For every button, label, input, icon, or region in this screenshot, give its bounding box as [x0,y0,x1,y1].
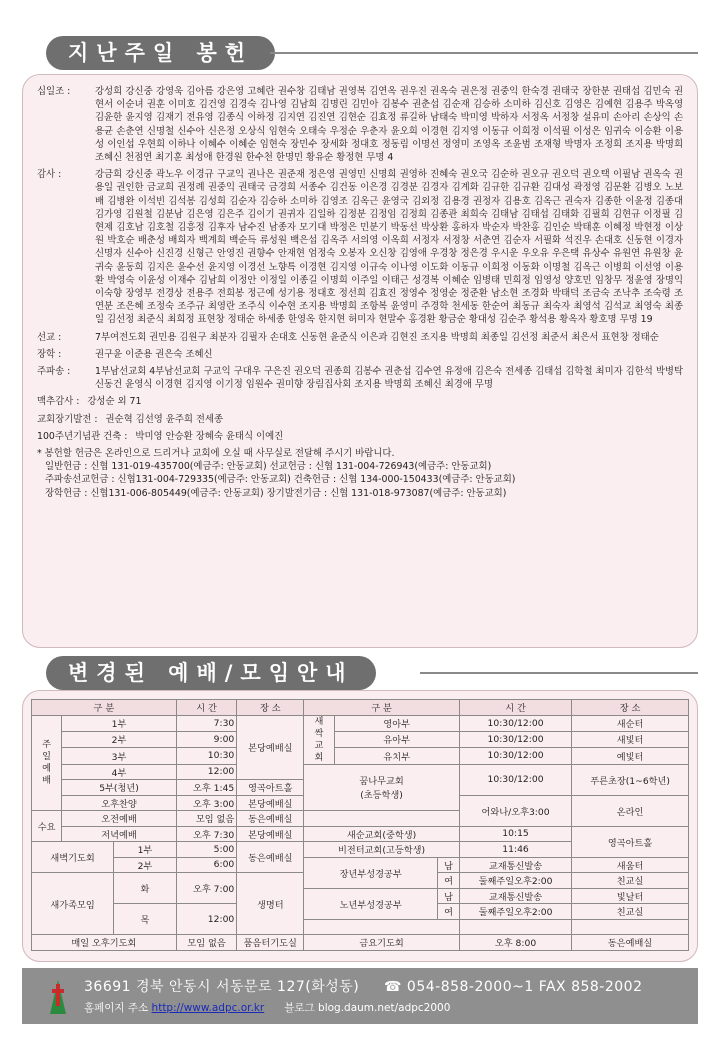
offering-row [37,365,683,391]
service-name: 매일 오후기도회 [32,935,177,951]
dept-time: 10:30/12:00 [459,764,571,795]
service-name: 오후찬양 [62,795,177,811]
service-name: 목 [114,904,177,935]
dept-place: 새순터 [572,715,689,731]
service-name: 1부 [62,715,177,731]
service-name: 3부 [62,748,177,764]
service-time: 12:00 [176,764,237,780]
service-place: 본당예배실 [237,715,304,780]
dept-place: 빛날터 [572,888,689,904]
service-name: 2부 [62,731,177,747]
service-name: 1부 [114,842,177,858]
service-name: 화 [114,873,177,904]
dept-place: 친교실 [572,904,689,920]
footer-address-line [84,976,643,996]
offering-donors: 강성순 외 71 [87,396,142,408]
service-name: 5부(청년) [62,780,177,796]
offering-donors: 권구윤 이준용 권은숙 조혜신 [95,348,213,360]
service-place: 품음터기도실 [237,935,304,951]
table-row [32,764,689,780]
offering-donors: 박미영 안승환 장혜숙 윤태식 이예진 [135,430,284,442]
dept-place: 예빛터 [572,748,689,764]
dept-time: 둘째주일오후2:00 [459,873,571,889]
service-place: 영곡아트홀 [237,780,304,796]
service-time: 오후 7:30 [176,826,237,842]
service-time: 10:30 [176,748,237,764]
header-category: 구 분 [304,700,460,716]
offering-donors: 강금희 강신중 곽노우 이경규 구교익 권나은 권준재 정은영 권영민 신명희 권영하 진혜숙 권오국 김순하 권오규 권오덕 권오택 이필남 권옥숙 권용일 권인한 금교희 권정례 권중익 권태국 금경희 서종수 김건동 이은경 김경분 김경자 김계화 김규한 김규환 김대성 곽정영 김문환 김병오 노보배 김병완 이석빈 김석봉 김성희 김순자 김승하 소미하 김영조 김옥근 윤영국 김외정 김용경 권정자 김용호 김옥근 권숙자 김종한 이윤정 김종대 김가영 김원철 김분남 김은영 김은주 김이기 권귀자 김일하 김정분 김정임 김정희 김종관 최희숙 김태남 김태섭 김태화 김필희 김현규 이정필 김현제 김호남 김호철 김흥정 김후자 남수진 남종자 모기대 박정은 민분기 박동선 박상환 홍하자 박순자 박찬홍 김인순 박태훈 이혜정 박현정 이상원 박호순 배춘성 배희자 백계희 백순득 류성원 백은섭 김옥주 서의영 이옥희 서정자 서정창 서춘연 김순자 서필화 석진우 손대호 신동현 이경자 신명자 신수아 신진경 신형근 안영진 권향수 안재현 엄정숙 오봉자 오신창 김영애 우경창 정은경 우시운 우오유 우은택 유상수 유원연 유원창 윤귀숙 윤동희 김지은 윤수선 윤지영 이경선 노향특 이경현 김지영 이규숙 이나영 이도화 이동규 이희정 이동화 이명철 김옥근 이병희 이선영 이용환 박영숙 이윤성 이재수 김남희 이정안 이정일 이종길 이명희 이주일 이태근 성경복 이혜순 임병태 민희정 임영성 양호민 임창무 정윤영 장명익 이숙향 장영부 전경상 전용주 전희봉 정근예 성기용 정대호 정선희 김효진 정영수 정영순 정준환 남소현 조경화 박태덕 조금숙 조낙추 조숙령 조연분 조은혜 조정숙 조주규 최영란 조주식 이수현 조지용 박명희 조항복 윤영미 주경학 천세동 한순여 최동규 최숙자 최영석 김석교 최영숙 최종일 김선정 최준식 최희정 표현창 정태순 하세종 한영옥 한지현 허미자 현말수 홍경환 황금순 황대성 김순주 황석용 황옥자 황호명 무명 19 [95,169,683,326]
offering-row [37,395,683,408]
dept-place: 동은예배실 [572,935,689,951]
newfamily-label: 새가족모임 [32,873,114,935]
dept-time: 어와나/오후3:00 [459,795,571,826]
offering-row [37,348,683,361]
service-time: 7:30 [176,715,237,731]
offering-category: 장학 : [37,348,62,360]
table-row [32,935,689,951]
title-divider [270,52,698,54]
section-title-schedule: 변경된 예배/모임안내 [46,656,376,690]
blog-address[interactable]: 블로그 blog.daum.net/adpc2000 [284,1002,451,1014]
dept-place: 영곡아트홀 [572,826,689,857]
offering-notice [37,447,683,500]
dept-time: 10:15 [459,826,571,842]
service-time: 오후 7:00 [176,873,237,904]
dept-place: 온라인 [572,795,689,826]
offering-category: 100주년기념관 건축 : [37,430,128,442]
notice-account-1: 일반헌금 : 신협 131-019-435700(예금주: 안동교회) 선교헌금 : 신협 131-004-726943(예금주: 안동교회) [45,461,492,473]
service-time: 9:00 [176,731,237,747]
saessak-label: 새 싹 교 회 [304,715,334,764]
dawn-prayer-label: 새벽기도회 [32,842,114,873]
homepage-label: 홈페이지 주소 [84,1002,149,1014]
service-time: 모임 없음 [176,811,237,827]
table-row [32,748,689,764]
service-name: 오전예배 [62,811,177,827]
header-time: 시 간 [176,700,237,716]
service-time: 오후 3:00 [176,795,237,811]
dept-time: 11:46 [459,842,571,858]
dept-name: 유아부 [334,731,459,747]
offering-donors: 권순혁 김선영 윤주희 전세종 [105,413,224,425]
sunday-worship-label: 주 일 예 배 [32,715,62,811]
offering-category: 맥추감사 : [37,396,80,408]
dept-name: 새순교회(중학생) [304,826,460,842]
footer-bar [22,968,698,1024]
offering-category: 선교 : [37,331,62,343]
header-place: 장 소 [237,700,304,716]
offering-row [37,85,683,164]
offering-category: 감사 : [37,169,62,181]
dept-name: 비전터교회(고등학생) [304,842,460,858]
offering-list-box [22,74,698,648]
service-place: 본당예배실 [237,795,304,811]
service-time: 오후 1:45 [176,780,237,796]
notice-account-2: 주파송선교헌금 : 신협131-004-729335(예금주: 안동교회) 건축헌금 : 신협 134-000-150433(예금주: 안동교회) [45,474,516,486]
dept-time: 10:30/12:00 [459,731,571,747]
dept-place: 친교실 [572,873,689,889]
dept-name: 금요기도회 [304,935,460,951]
header-time: 시 간 [459,700,571,716]
table-row [32,857,689,873]
dept-place: 새빛터 [572,731,689,747]
offering-donors: 1부남선교회 4부남선교회 구교익 구대우 구은진 권오덕 권종희 김봉수 권춘섭 김수연 유정애 김은숙 전세종 김태섭 김학철 최미자 김한석 박병탁 신동건 윤영식 이경현 김지영 이기정 임원수 권미향 장림집사회 조지용 박명희 조혜신 최경애 무명 [95,366,683,391]
header-place: 장 소 [572,700,689,716]
service-name: 4부 [62,764,177,780]
dept-time: 교재통신발송 [459,888,571,904]
dept-time: 오후 8:00 [459,935,571,951]
offering-category: 교회장기발전 : [37,413,98,425]
table-row [32,715,689,731]
gender: 남 [438,857,460,873]
notice-account-3: 장학헌금 : 신협131-006-805449(예금주: 안동교회) 장기발전기금 : 신협 131-018-973087(예금주: 안동교회) [45,487,507,499]
service-place: 본당예배실 [237,826,304,842]
service-name: 저녁예배 [62,826,177,842]
offering-donors: 강성희 강신중 강영욱 김아름 강은영 고혜란 권수창 김태남 권영복 김연옥 권우진 권옥숙 권은정 권중익 한숙경 권태국 장한분 권태섭 김민숙 권현서 이순녀 권훈 이미호 김건영 김경숙 김나영 김남희 김명린 김민아 김봉수 권춘섭 김순재 김승하 소미하 김신호 김영은 김예현 김용주 박옥영 김윤한 윤지영 김재기 전유영 김종식 이하정 김지연 김진연 김현순 김효정 류길하 남태숙 박미영 박하자 서정옥 서정창 설유미 손아리 손상익 손용균 손춘연 신명철 신수아 신은정 오상식 임현숙 오태숙 우정순 우춘자 윤오희 이경현 김지영 이동규 이희정 이석필 이성은 임귀숙 이승환 이용성 이인섭 우현희 이하나 이혜수 이혜순 임현숙 장민수 장세화 정대호 정동림 이명선 정영미 조영옥 조윤범 조재형 박명자 조정희 조지용 박명희 조혜신 천점연 최기훈 최성애 한경원 한수천 한명민 황유순 황정현 무명 4 [95,86,683,164]
table-header-row [32,700,689,716]
section-title-offering: 지난주일 봉헌 [46,36,275,70]
dept-place: 푸른초장(1~6학년) [572,764,689,795]
offering-row [37,413,683,426]
gender: 남 [438,888,460,904]
schedule-box [22,690,698,962]
dept-time: 10:30/12:00 [459,715,571,731]
dept-time: 10:30/12:00 [459,748,571,764]
address: 36691 경북 안동시 서동문로 127(화성동) [84,979,360,995]
service-place: 동은예배실 [237,811,304,827]
offering-donors: 7부여전도회 권민용 김원구 최분자 김필자 손대호 신동현 윤준식 이은과 김현진 조지용 박명희 최종일 김선정 최준서 최은서 표현창 정태순 [95,331,659,343]
service-time: 12:00 [176,904,237,935]
offering-category: 십일조 : [37,86,71,97]
dept-time: 교재통신발송 [459,857,571,873]
service-name: 2부 [114,857,177,873]
church-cross-icon [44,976,72,1016]
offering-row [37,168,683,326]
gender: 여 [438,873,460,889]
dept-time: 둘째주일오후2:00 [459,904,571,920]
offering-category: 주파송 : [37,366,71,378]
table-row [32,826,689,842]
offering-row [37,430,683,443]
header-category: 구 분 [32,700,177,716]
dept-name: 유치부 [334,748,459,764]
old-bible-study-label: 노년부성경공부 [304,888,438,919]
title-divider [420,672,698,674]
phone-fax: ☎ 054-858-2000~1 FAX 858-2002 [384,979,643,995]
men-bible-study-label: 장년부성경공부 [304,857,438,888]
dept-place: 새움터 [572,857,689,873]
footer-web-line [84,1000,450,1015]
service-time: 5:00 [176,842,237,858]
gender: 여 [438,904,460,920]
service-place: 생명터 [237,873,304,935]
homepage-link[interactable]: http://www.adpc.or.kr [151,1002,265,1014]
service-time: 모임 없음 [176,935,237,951]
schedule-table [31,699,689,951]
service-place: 동은예배실 [237,842,304,873]
service-time: 6:00 [176,857,237,873]
table-row [32,731,689,747]
kkum-label: 꿈나무교회 (초등학생) [304,764,460,811]
offering-row [37,331,683,344]
wednesday-label: 수요 [32,811,62,842]
dept-name: 영아부 [334,715,459,731]
notice-intro: * 봉헌할 헌금은 온라인으로 드리거나 교회에 오실 때 사무실로 전달해 주시기 바랍니다. [37,448,395,460]
